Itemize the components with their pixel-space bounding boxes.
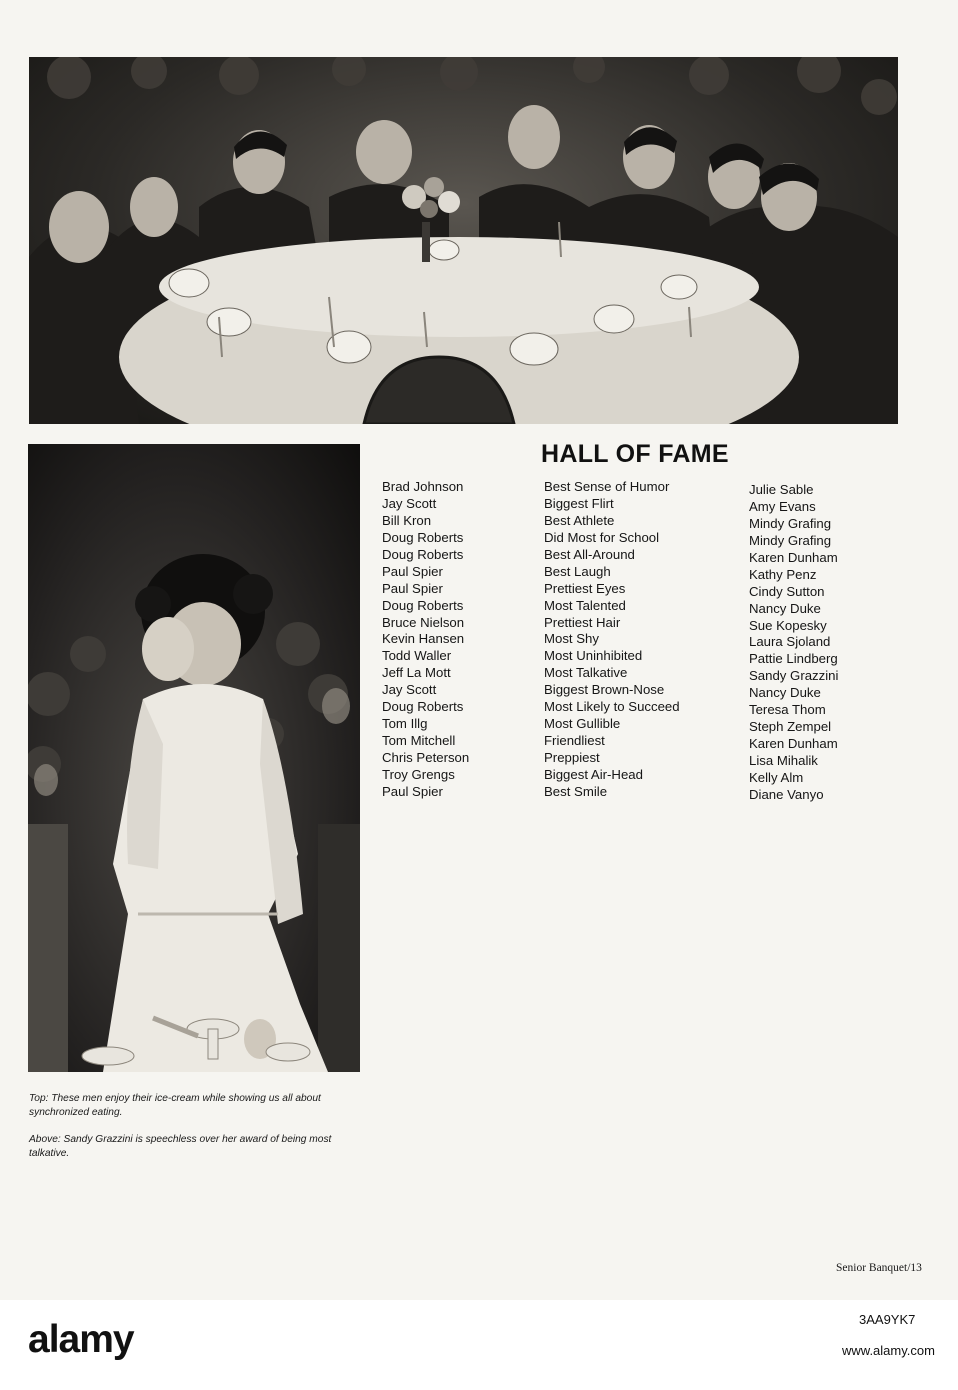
list-item: Cindy Sutton bbox=[749, 583, 825, 599]
list-item: Most Talented bbox=[544, 597, 626, 613]
list-item: Kathy Penz bbox=[749, 566, 817, 582]
site-url[interactable]: www.alamy.com bbox=[842, 1343, 935, 1358]
list-item: Did Most for School bbox=[544, 529, 660, 545]
list-item: Most Talkative bbox=[544, 665, 628, 681]
list-item: Best Smile bbox=[544, 783, 608, 799]
list-item: Bruce Nielson bbox=[382, 614, 465, 630]
list-item: Laura Sjoland bbox=[749, 634, 831, 650]
list-item: Biggest Air-Head bbox=[544, 766, 643, 782]
banquet-table-illustration bbox=[29, 57, 898, 424]
list-item: Tom Illg bbox=[382, 716, 428, 732]
stock-footer bbox=[0, 1300, 958, 1390]
list-item: Jay Scott bbox=[382, 495, 437, 511]
list-item: Amy Evans bbox=[749, 498, 816, 514]
list-item: Paul Spier bbox=[382, 580, 443, 596]
list-item: Tom Mitchell bbox=[382, 733, 456, 749]
list-item: Nancy Duke bbox=[749, 600, 821, 616]
list-item: Most Likely to Succeed bbox=[544, 699, 680, 715]
boys-names-column bbox=[382, 479, 469, 801]
list-item: Paul Spier bbox=[382, 563, 443, 579]
list-item: Best Athlete bbox=[544, 512, 615, 528]
list-item: Best All-Around bbox=[544, 546, 635, 562]
list-item: Prettiest Hair bbox=[544, 614, 621, 630]
list-item: Sue Kopesky bbox=[749, 617, 827, 633]
list-item: Chris Peterson bbox=[382, 750, 470, 765]
list-item: Biggest Brown-Nose bbox=[544, 682, 665, 698]
list-item: Jeff La Mott bbox=[382, 665, 451, 681]
list-item: Diane Vanyo bbox=[749, 786, 824, 802]
list-item: Doug Roberts bbox=[382, 546, 464, 562]
list-item: Brad Johnson bbox=[382, 479, 464, 494]
list-item: Most Shy bbox=[544, 631, 599, 647]
hall-of-fame-title: HALL OF FAME bbox=[541, 440, 729, 468]
list-item: Friendliest bbox=[544, 733, 605, 749]
list-item: Mindy Grafing bbox=[749, 515, 832, 531]
banquet-table-photo bbox=[29, 57, 898, 424]
list-item: Doug Roberts bbox=[382, 529, 464, 545]
woman-covering-face-illustration bbox=[28, 444, 360, 1072]
image-id: 3AA9YK7 bbox=[859, 1312, 916, 1327]
list-item: Troy Grengs bbox=[382, 766, 455, 782]
list-item: Sandy Grazzini bbox=[749, 668, 839, 684]
list-item: Biggest Flirt bbox=[544, 495, 614, 511]
list-item: Most Gullible bbox=[544, 716, 621, 732]
list-item: Pattie Lindberg bbox=[749, 651, 838, 667]
alamy-logo: alamy bbox=[28, 1318, 134, 1361]
list-item: Doug Roberts bbox=[382, 597, 464, 613]
list-item: Prettiest Eyes bbox=[544, 580, 626, 596]
top-photo-caption: Top: These men enjoy their ice-cream while showing us all about synchronized eating. bbox=[29, 1093, 321, 1118]
list-item: Nancy Duke bbox=[749, 685, 821, 701]
awards-column bbox=[544, 479, 680, 801]
list-item: Most Uninhibited bbox=[544, 648, 643, 664]
list-item: Mindy Grafing bbox=[749, 532, 832, 548]
list-item: Karen Dunham bbox=[749, 736, 838, 752]
list-item: Paul Spier bbox=[382, 783, 443, 799]
list-item: Julie Sable bbox=[749, 482, 814, 497]
list-item: Best Sense of Humor bbox=[544, 479, 670, 494]
list-item: Kevin Hansen bbox=[382, 631, 465, 647]
list-item: Lisa Mihalik bbox=[749, 753, 818, 768]
list-item: Kelly Alm bbox=[749, 769, 804, 785]
list-item: Steph Zempel bbox=[749, 719, 832, 735]
list-item: Doug Roberts bbox=[382, 699, 464, 715]
list-item: Teresa Thom bbox=[749, 702, 826, 718]
list-item: Todd Waller bbox=[382, 648, 452, 664]
list-item: Karen Dunham bbox=[749, 549, 838, 565]
page-folio: Senior Banquet/13 bbox=[836, 1262, 922, 1274]
list-item: Bill Kron bbox=[382, 512, 432, 528]
above-photo-caption: Above: Sandy Grazzini is speechless over her award of being most talkative. bbox=[29, 1134, 332, 1159]
list-item: Preppiest bbox=[544, 750, 600, 765]
speechless-award-photo bbox=[28, 444, 360, 1072]
list-item: Best Laugh bbox=[544, 563, 611, 579]
girls-names-column bbox=[749, 482, 838, 804]
list-item: Jay Scott bbox=[382, 682, 437, 698]
